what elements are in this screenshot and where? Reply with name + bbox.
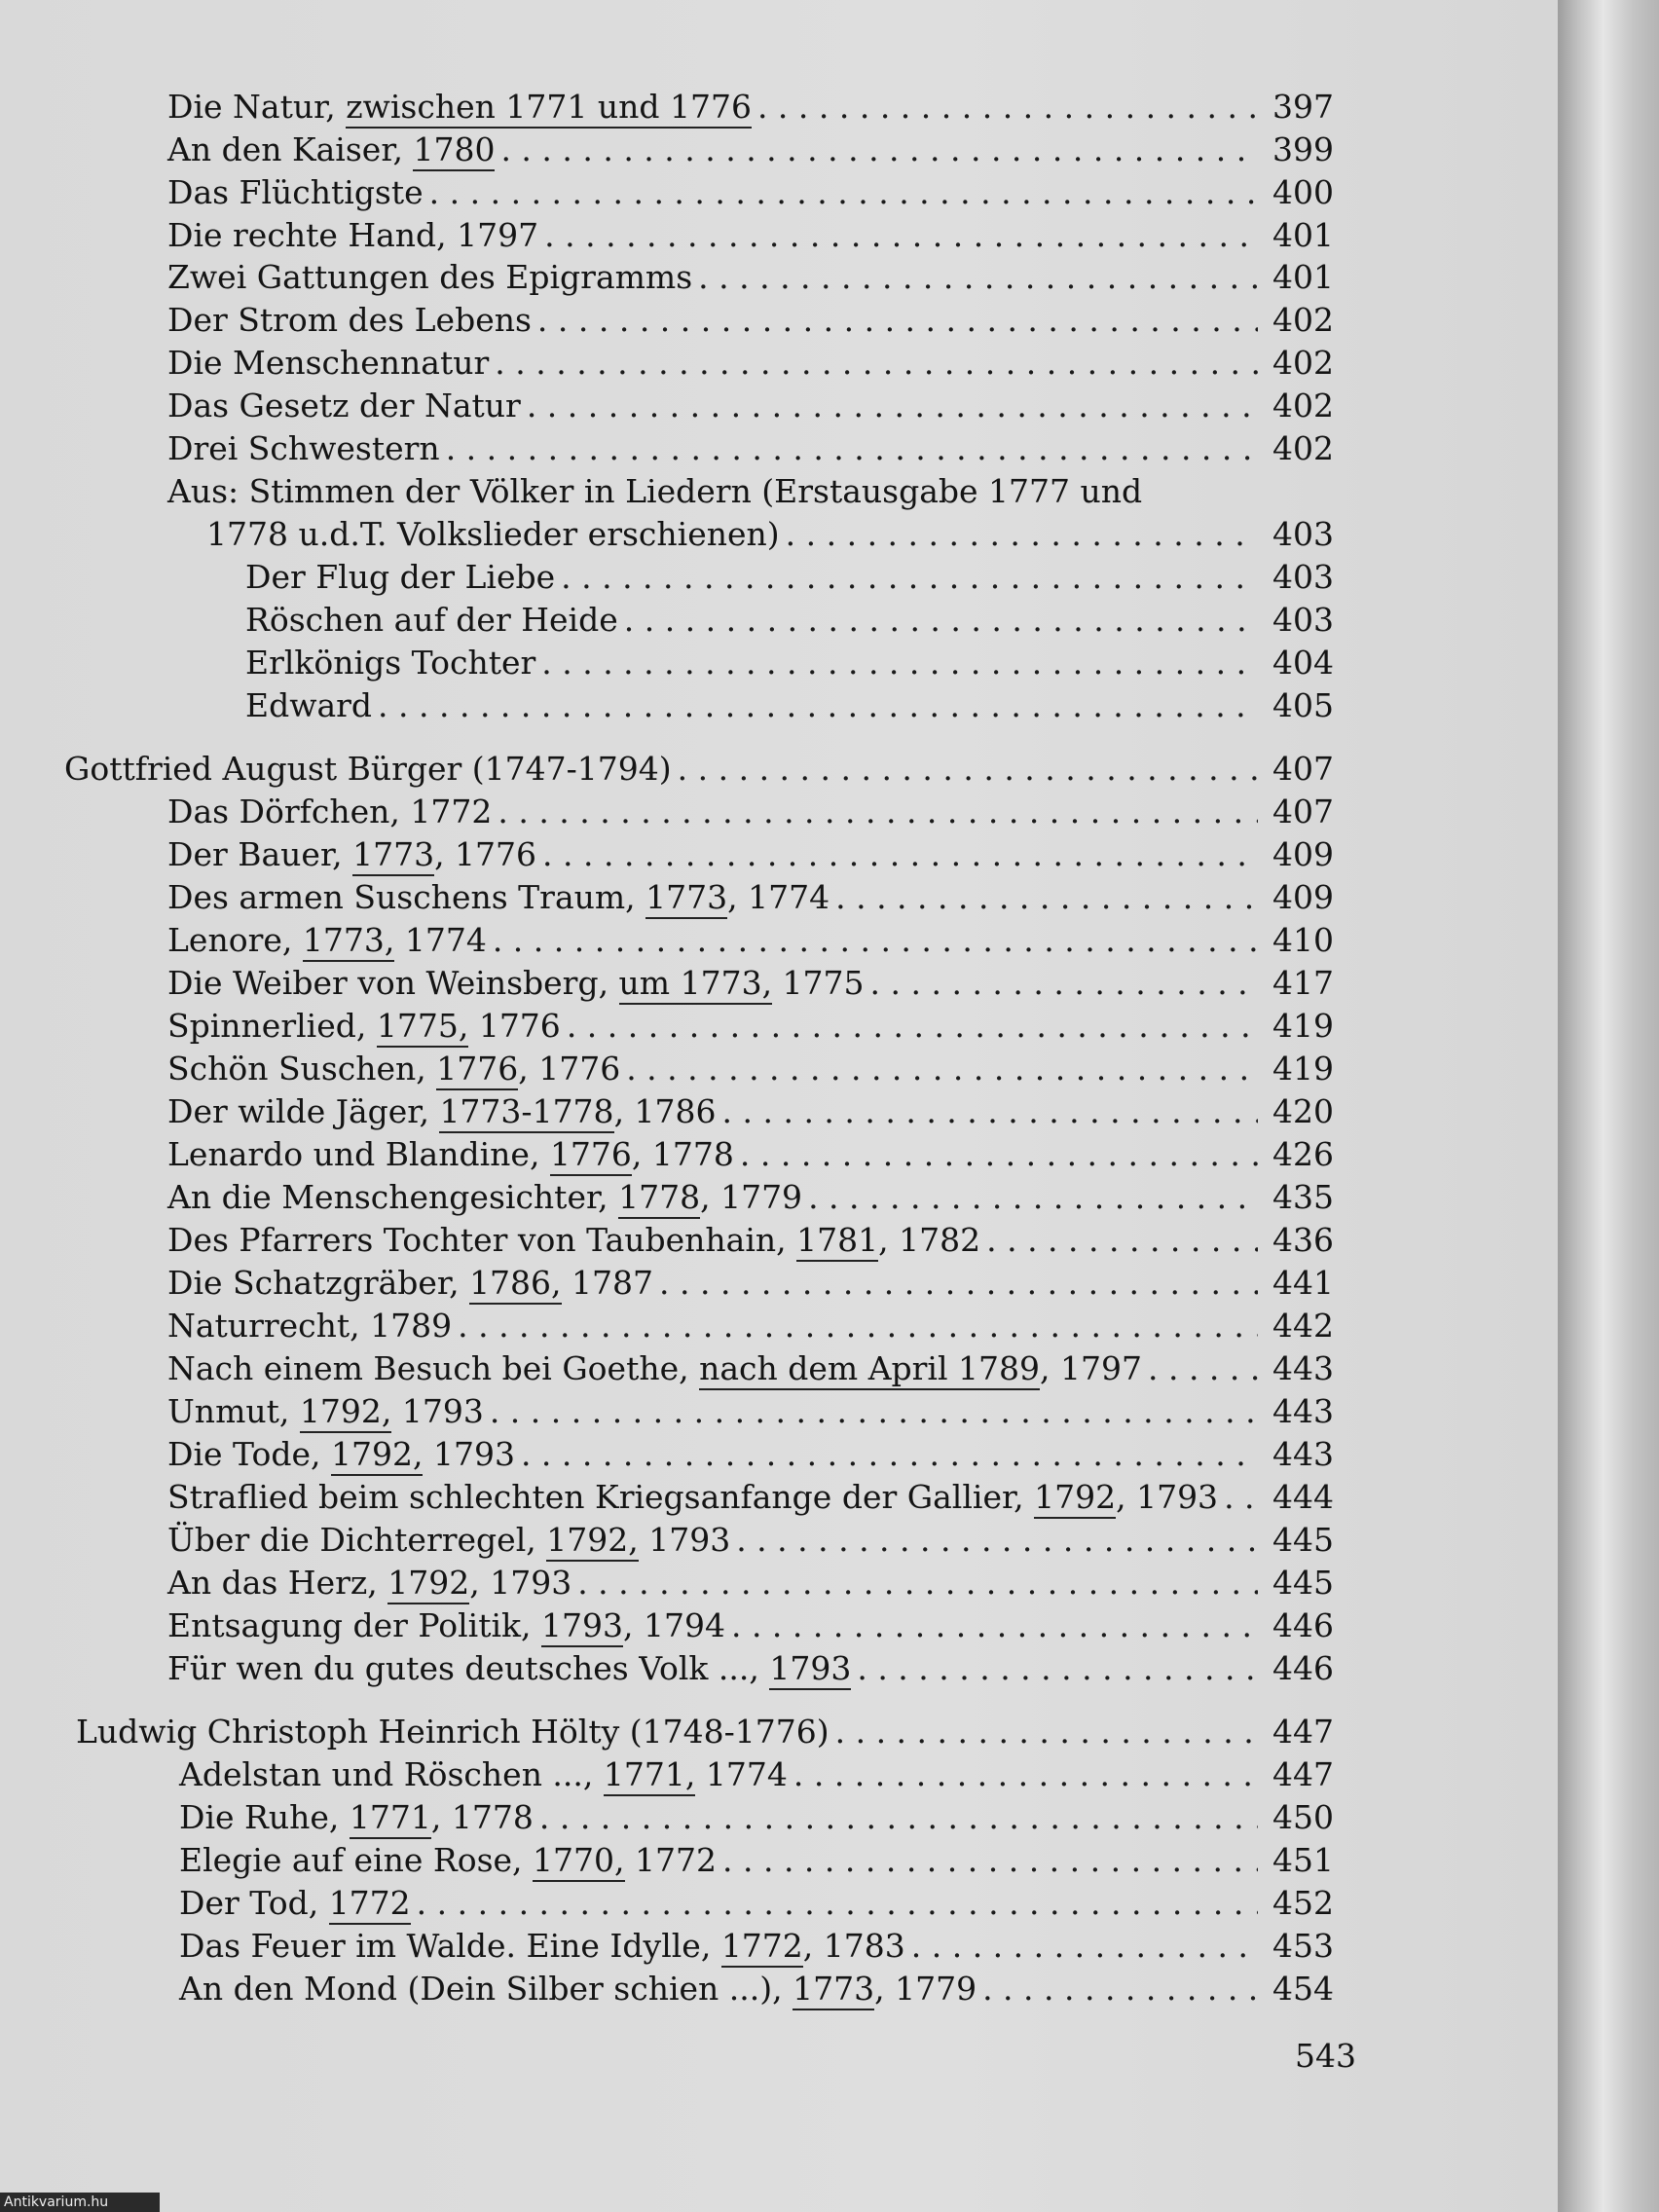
toc-entry (64, 748, 1334, 791)
title-text: An das Herz, (167, 1564, 388, 1602)
toc-entry-title (167, 470, 1142, 513)
title-text: Die Weiber von Weinsberg, (167, 964, 619, 1002)
toc-entry (167, 1390, 1334, 1433)
toc-entry-title (167, 919, 487, 962)
toc-entry-title (167, 833, 536, 876)
title-text: Lenardo und Blandine, (167, 1135, 550, 1173)
toc-page-number: 402 (1272, 344, 1334, 382)
toc-page-number: 402 (1272, 301, 1334, 339)
dot-leader (567, 1005, 1258, 1048)
toc-entry (167, 385, 1334, 427)
title-text: Die Natur, (167, 88, 347, 126)
toc-entry-title (167, 791, 492, 833)
underlined-date: 1792, (546, 1521, 638, 1562)
dot-leader (542, 833, 1258, 876)
toc-page-number: 436 (1272, 1221, 1334, 1259)
toc-entry (167, 1262, 1334, 1305)
toc-page-number: 402 (1272, 429, 1334, 467)
title-text: , 1782 (878, 1221, 981, 1259)
title-text: An die Menschengesichter, (167, 1178, 619, 1216)
toc-entry (179, 1796, 1334, 1839)
dot-leader (577, 1562, 1258, 1604)
dot-leader (498, 791, 1258, 833)
underlined-date: 1776 (436, 1050, 518, 1090)
toc-entry-title (167, 1133, 734, 1176)
title-text: Das Dörfchen, 1772 (167, 793, 493, 830)
toc-entry (167, 1005, 1334, 1048)
toc-page-number: 417 (1272, 964, 1334, 1002)
toc-entry-title (179, 1839, 717, 1882)
toc-entry-title (245, 556, 555, 599)
dot-leader (786, 513, 1258, 556)
toc-entry-title (167, 1090, 717, 1133)
title-text: , 1794 (623, 1606, 725, 1644)
toc-page-number: 443 (1272, 1435, 1334, 1473)
toc-page-number: 407 (1272, 793, 1334, 830)
toc-page-number: 444 (1272, 1478, 1334, 1516)
title-text: 1778 u.d.T. Volkslieder erschienen) (206, 515, 780, 553)
title-text: , 1793 (1116, 1478, 1219, 1516)
toc-entry (167, 171, 1334, 214)
toc-entry-title (179, 1968, 977, 2010)
toc-entry-title (167, 1005, 561, 1048)
toc-entry (167, 1433, 1334, 1476)
toc-page-number: 446 (1272, 1606, 1334, 1644)
title-text: 1772 (624, 1841, 717, 1879)
underlined-date: 1773 (793, 1970, 874, 2010)
toc-entry (206, 513, 1334, 556)
toc-page-number: 403 (1272, 515, 1334, 553)
dot-leader (1148, 1347, 1258, 1390)
toc-page-number: 441 (1272, 1264, 1334, 1302)
toc-entry (167, 1604, 1334, 1647)
title-text: , 1783 (802, 1927, 905, 1965)
dot-leader (736, 1519, 1258, 1562)
underlined-date: 1792, (331, 1435, 423, 1476)
toc-entry-title (167, 256, 692, 299)
underlined-date: zwischen 1771 und 1776 (346, 88, 752, 129)
dot-leader (527, 385, 1258, 427)
toc-entry-title (167, 1433, 515, 1476)
toc-page-number: 419 (1272, 1007, 1334, 1045)
underlined-date: 1792 (387, 1564, 469, 1604)
toc-entry-title (167, 129, 495, 171)
toc-entry-title (245, 599, 618, 642)
title-text: Der Bauer, (167, 835, 353, 873)
title-text: Der Strom des Lebens (167, 301, 532, 339)
toc-page-number: 435 (1272, 1178, 1334, 1216)
toc-page-number: 401 (1272, 216, 1334, 254)
toc-entry-title (245, 684, 372, 727)
toc-page-number: 399 (1272, 130, 1334, 168)
book-binding (1558, 0, 1659, 2212)
toc-entry-title (179, 1796, 534, 1839)
title-text: An den Mond (Dein Silber schien ...), (179, 1970, 793, 2008)
toc-page-number: 454 (1272, 1970, 1334, 2008)
toc-entry-title (167, 86, 752, 129)
dot-leader (446, 427, 1258, 470)
toc-entry (167, 1219, 1334, 1262)
title-text: Adelstan und Röschen ..., (179, 1755, 604, 1793)
dot-leader (678, 748, 1258, 791)
toc-page-number: 442 (1272, 1307, 1334, 1345)
page-number: 543 (1295, 2037, 1356, 2075)
title-text: Des Pfarrers Tochter von Taubenhain, (167, 1221, 797, 1259)
title-text: Aus: Stimmen der Völker in Liedern (Erstausgabe 1777 und (167, 472, 1143, 510)
toc-entry (167, 1347, 1334, 1390)
underlined-date: 1776 (550, 1135, 632, 1176)
dot-leader (808, 1176, 1258, 1219)
title-text: Der Tod, (179, 1884, 329, 1922)
toc-entry-title (167, 1390, 484, 1433)
title-text: , 1778 (631, 1135, 734, 1173)
title-text: Des armen Suschens Traum, (167, 878, 646, 916)
dot-leader (495, 342, 1258, 385)
toc-page-number: 445 (1272, 1564, 1334, 1602)
title-text: Über die Dichterregel, (167, 1521, 547, 1559)
toc-page-number: 452 (1272, 1884, 1334, 1922)
title-text: 1793 (391, 1392, 484, 1430)
toc-entry (179, 1968, 1334, 2010)
title-text: , 1774 (727, 878, 830, 916)
toc-entry (167, 129, 1334, 171)
underlined-date: 1793 (769, 1649, 851, 1690)
toc-entry (167, 1048, 1334, 1090)
toc-page-number: 404 (1272, 644, 1334, 682)
dot-leader (539, 1796, 1258, 1839)
dot-leader (986, 1219, 1258, 1262)
toc-entry (167, 919, 1334, 962)
dot-leader (561, 556, 1258, 599)
toc-entry (245, 684, 1334, 727)
toc-entry-title (167, 1604, 725, 1647)
title-text: , 1776 (518, 1050, 621, 1088)
underlined-date: 1786, (469, 1264, 561, 1305)
dot-leader (493, 919, 1258, 962)
title-text: Die Ruhe, (179, 1798, 350, 1836)
toc-page-number: 400 (1272, 173, 1334, 211)
title-text: Die Tode, (167, 1435, 331, 1473)
toc-entry (167, 791, 1334, 833)
toc-entry-title (167, 1219, 980, 1262)
toc-entry (245, 599, 1334, 642)
dot-leader (793, 1753, 1258, 1796)
dot-leader (982, 1968, 1258, 2010)
toc-page-number: 405 (1272, 686, 1334, 724)
toc-entry (167, 256, 1334, 299)
title-text: An den Kaiser, (167, 130, 414, 168)
title-text: , 1779 (700, 1178, 803, 1216)
underlined-date: 1780 (413, 130, 495, 171)
title-text: 1774 (394, 921, 487, 959)
toc-entry-title (167, 1562, 571, 1604)
toc-page-number: 446 (1272, 1649, 1334, 1687)
title-text: 1775 (772, 964, 865, 1002)
toc-entry (167, 299, 1334, 342)
toc-entry-title (167, 962, 865, 1005)
title-text: Das Gesetz der Natur (167, 387, 521, 424)
toc-page-number: 447 (1272, 1755, 1334, 1793)
dot-leader (417, 1882, 1258, 1925)
toc-entry (179, 1882, 1334, 1925)
title-text: Für wen du gutes deutsches Volk ..., (167, 1649, 770, 1687)
dot-leader (521, 1433, 1258, 1476)
toc-entry-title (167, 171, 424, 214)
dot-leader (626, 1048, 1258, 1090)
toc-page-number: 450 (1272, 1798, 1334, 1836)
title-text: , 1779 (874, 1970, 977, 2008)
toc-entry-title (167, 1176, 802, 1219)
title-text: Unmut, (167, 1392, 300, 1430)
title-text: Gottfried August Bürger (1747-1794) (64, 750, 672, 788)
toc-entry-title (179, 1753, 788, 1796)
toc-entry-title (167, 299, 532, 342)
toc-entry (245, 556, 1334, 599)
toc-entry-title (167, 1048, 620, 1090)
title-text: , 1786 (613, 1092, 717, 1130)
dot-leader (544, 214, 1258, 257)
title-text: Röschen auf der Heide (245, 601, 618, 639)
title-text: Straflied beim schlechten Kriegsanfange der Gallier, (167, 1478, 1035, 1516)
toc-entry-title (167, 1347, 1142, 1390)
toc-entry (167, 1476, 1334, 1519)
dot-leader (537, 299, 1258, 342)
toc-entry (245, 642, 1334, 684)
toc-entry-title (167, 342, 489, 385)
title-text: , 1797 (1040, 1349, 1142, 1387)
underlined-date: 1770, (533, 1841, 624, 1882)
title-text: Zwei Gattungen des Epigramms (167, 258, 693, 296)
toc-page-number: 409 (1272, 878, 1334, 916)
title-text: , 1776 (434, 835, 537, 873)
toc-page-number: 453 (1272, 1927, 1334, 1965)
toc-entry-title (206, 513, 780, 556)
title-text: Ludwig Christoph Heinrich Hölty (1748-1776) (76, 1713, 830, 1751)
toc-entry (167, 342, 1334, 385)
underlined-date: 1773 (352, 835, 434, 876)
dot-leader (722, 1839, 1258, 1882)
toc-page-number: 409 (1272, 835, 1334, 873)
toc-entry-title (179, 1882, 411, 1925)
toc-entry-title (167, 1262, 653, 1305)
underlined-date: 1781 (796, 1221, 878, 1262)
title-text: Das Flüchtigste (167, 173, 424, 211)
title-text: Die Menschennatur (167, 344, 490, 382)
toc-page-number: 403 (1272, 558, 1334, 596)
title-text: Lenore, (167, 921, 303, 959)
dot-leader (458, 1305, 1258, 1347)
title-text: 1787 (561, 1264, 654, 1302)
toc-page-number: 419 (1272, 1050, 1334, 1088)
toc-entry (167, 1176, 1334, 1219)
toc-page-number: 407 (1272, 750, 1334, 788)
title-text: Schön Suschen, (167, 1050, 437, 1088)
title-text: Spinnerlied, (167, 1007, 377, 1045)
dot-leader (911, 1925, 1258, 1968)
toc-entry (167, 1562, 1334, 1604)
toc-entry (167, 1133, 1334, 1176)
toc-entry-title (76, 1711, 830, 1753)
title-text: , 1778 (430, 1798, 534, 1836)
underlined-date: 1792, (300, 1392, 391, 1433)
toc-entry (167, 214, 1334, 257)
title-text: Nach einem Besuch bei Goethe, (167, 1349, 700, 1387)
underlined-date: 1778 (618, 1178, 700, 1219)
dot-leader (500, 129, 1258, 171)
toc-page-number: 397 (1272, 88, 1334, 126)
toc-entry-title (179, 1925, 905, 1968)
toc-entry-title (167, 1305, 452, 1347)
underlined-date: um 1773, (619, 964, 773, 1005)
title-text: Der wilde Jäger, (167, 1092, 440, 1130)
title-text: 1793 (638, 1521, 731, 1559)
toc-entry (179, 1839, 1334, 1882)
toc-entry (167, 1090, 1334, 1133)
dot-leader (541, 642, 1258, 684)
dot-leader (378, 684, 1258, 727)
toc-page-number: 443 (1272, 1349, 1334, 1387)
title-text: 1774 (695, 1755, 788, 1793)
title-text: Das Feuer im Walde. Eine Idylle, (179, 1927, 721, 1965)
underlined-date: 1771 (350, 1798, 431, 1839)
toc-page-number: 447 (1272, 1713, 1334, 1751)
toc-entry-title (167, 1519, 730, 1562)
toc-page-number: 410 (1272, 921, 1334, 959)
dot-leader (624, 599, 1258, 642)
toc-page-number: 426 (1272, 1135, 1334, 1173)
toc-entry (167, 427, 1334, 470)
toc-entry-title (245, 642, 535, 684)
dot-leader (835, 1711, 1258, 1753)
underlined-date: 1772 (721, 1927, 803, 1968)
toc-entry (76, 1711, 1334, 1753)
underlined-date: 1772 (329, 1884, 411, 1925)
dot-leader (722, 1090, 1258, 1133)
title-text: Elegie auf eine Rose, (179, 1841, 534, 1879)
title-text: Die rechte Hand, 1797 (167, 216, 539, 254)
title-text: Naturrecht, 1789 (167, 1307, 453, 1345)
dot-leader (857, 1647, 1258, 1690)
toc-page-number: 445 (1272, 1521, 1334, 1559)
toc-entry (167, 470, 1334, 513)
toc-page-number: 403 (1272, 601, 1334, 639)
toc-entry (167, 876, 1334, 919)
toc-page-number: 401 (1272, 258, 1334, 296)
title-text: Erlkönigs Tochter (245, 644, 536, 682)
toc-page-number: 420 (1272, 1092, 1334, 1130)
toc-entry (167, 86, 1334, 129)
toc-page-number: 443 (1272, 1392, 1334, 1430)
dot-leader (698, 256, 1258, 299)
underlined-date: nach dem April 1789 (699, 1349, 1040, 1390)
dot-leader (429, 171, 1258, 214)
toc-page-number: 451 (1272, 1841, 1334, 1879)
toc-entry (167, 1305, 1334, 1347)
toc-entry-title (167, 1476, 1218, 1519)
title-text: Der Flug der Liebe (245, 558, 556, 596)
title-text: 1776 (468, 1007, 561, 1045)
toc-entry (167, 962, 1334, 1005)
toc-entry-title (167, 427, 440, 470)
toc-entry (179, 1753, 1334, 1796)
dot-leader (1224, 1476, 1258, 1519)
toc-entry-title (167, 214, 538, 257)
underlined-date: 1793 (541, 1606, 623, 1647)
toc-entry-title (64, 748, 672, 791)
toc-entry (167, 833, 1334, 876)
dot-leader (659, 1262, 1258, 1305)
underlined-date: 1773, (303, 921, 394, 962)
toc-entry (179, 1925, 1334, 1968)
toc-entry (167, 1647, 1334, 1690)
underlined-date: 1771, (604, 1755, 695, 1796)
dot-leader (490, 1390, 1258, 1433)
underlined-date: 1773-1778 (439, 1092, 613, 1133)
toc-entry (167, 1519, 1334, 1562)
title-text: Die Schatzgräber, (167, 1264, 470, 1302)
title-text: , 1793 (469, 1564, 572, 1602)
dot-leader (740, 1133, 1258, 1176)
dot-leader (757, 86, 1258, 129)
title-text: 1793 (423, 1435, 515, 1473)
underlined-date: 1773 (645, 878, 727, 919)
dot-leader (731, 1604, 1258, 1647)
title-text: Edward (245, 686, 373, 724)
toc-entry-title (167, 385, 521, 427)
toc-page-number: 402 (1272, 387, 1334, 424)
underlined-date: 1775, (377, 1007, 468, 1048)
underlined-date: 1792 (1034, 1478, 1116, 1519)
watermark: Antikvarium.hu (0, 2193, 160, 2212)
dot-leader (870, 962, 1258, 1005)
title-text: Entsagung der Politik, (167, 1606, 542, 1644)
dot-leader (835, 876, 1258, 919)
toc-entry-title (167, 1647, 851, 1690)
toc-entry-title (167, 876, 830, 919)
title-text: Drei Schwestern (167, 429, 440, 467)
